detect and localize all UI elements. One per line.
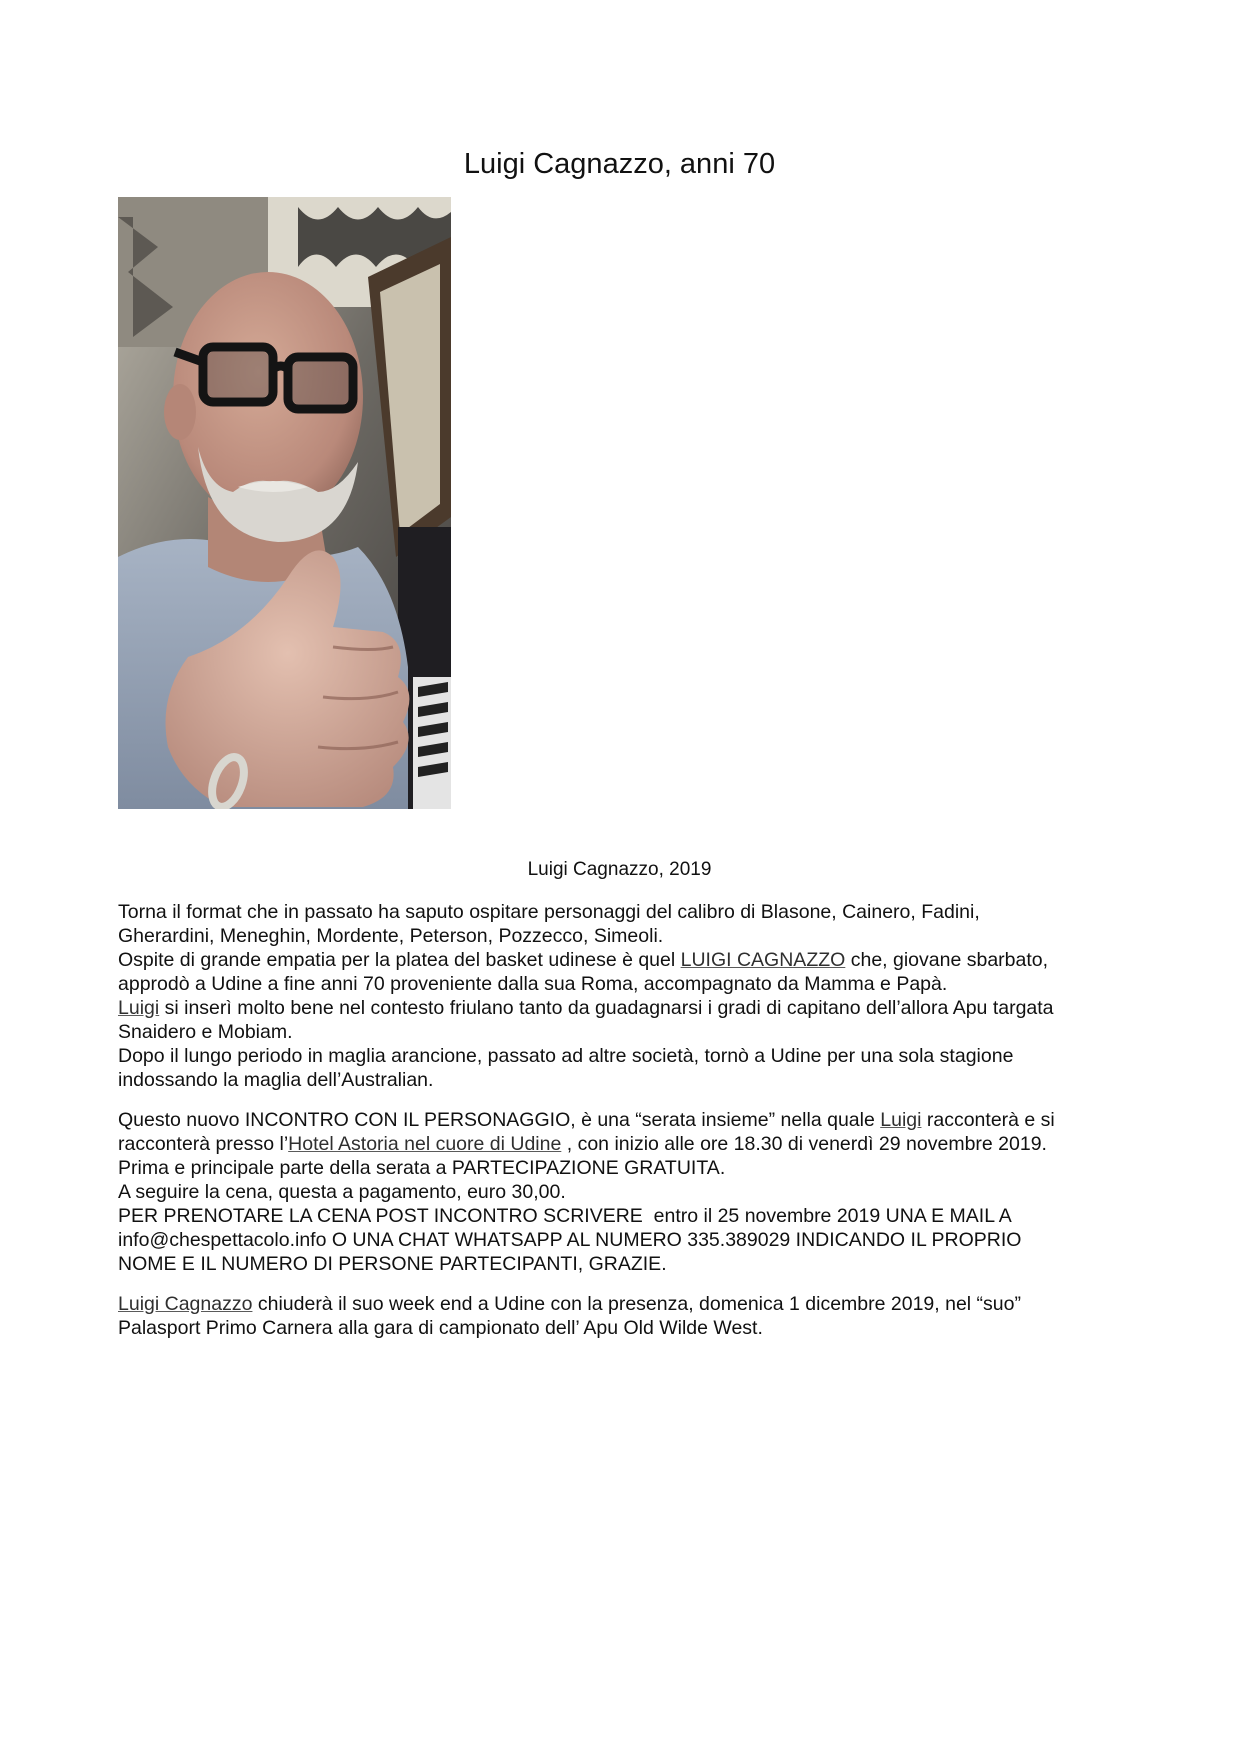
luigi-cagnazzo-link[interactable]: Luigi Cagnazzo [118,1293,253,1315]
text-line [118,948,1128,972]
text-line: Snaidero e Mobiam. [118,1021,293,1043]
text-segment: chiuderà il suo week end a Udine con la presenza, domenica 1 dicembre 2019, nel “suo” [252,1293,1021,1315]
text-line [118,1132,1128,1156]
portrait-photo [118,197,451,809]
text-line: indossando la maglia dell’Australian. [118,1069,434,1091]
text-line: info@chespettacolo.info O UNA CHAT WHATSAPP AL NUMERO 335.389029 INDICANDO IL PROPRIO [118,1229,1022,1251]
text-segment: racconterà presso l’ [118,1133,289,1155]
paragraph-event-details [118,1108,1128,1276]
text-segment: racconterà e si [921,1109,1055,1131]
text-line: NOME E IL NUMERO DI PERSONE PARTECIPANTI, GRAZIE. [118,1253,667,1275]
luigi-link[interactable]: Luigi [880,1109,922,1131]
text-line [118,996,1128,1020]
text-line [118,1292,1128,1316]
text-segment: , con inizio alle ore 18.30 di venerdì 29 novembre 2019. [561,1133,1047,1155]
paragraph-introduction [118,900,1128,1092]
luigi-cagnazzo-link[interactable]: LUIGI CAGNAZZO [680,949,846,971]
page-title: Luigi Cagnazzo, anni 70 [463,148,776,180]
paragraph-closing [118,1292,1128,1340]
text-segment: si inserì molto bene nel contesto friulano tanto da guadagnarsi i gradi di capitano dell’allora Apu targata [159,997,1054,1019]
text-line: Prima e principale parte della serata a PARTECIPAZIONE GRATUITA. [118,1157,726,1179]
text-line: Torna il format che in passato ha saputo ospitare personaggi del calibro di Blasone, Cainero, Fadini, [118,901,980,923]
text-line: Dopo il lungo periodo in maglia arancione, passato ad altre società, tornò a Udine per una sola stagione [118,1045,1014,1067]
hotel-astoria-link[interactable]: Hotel Astoria nel cuore di Udine [288,1133,562,1155]
text-line: PER PRENOTARE LA CENA POST INCONTRO SCRIVERE entro il 25 novembre 2019 UNA E MAIL A [118,1205,1012,1227]
luigi-link[interactable]: Luigi [118,997,160,1019]
text-line: A seguire la cena, questa a pagamento, euro 30,00. [118,1181,566,1203]
text-line: approdò a Udine a fine anni 70 proveniente dalla sua Roma, accompagnato da Mamma e Papà. [118,973,948,995]
text-segment: che, giovane sbarbato, [845,949,1049,971]
text-segment: Ospite di grande empatia per la platea del basket udinese è quel [118,949,681,971]
text-line [118,1108,1128,1132]
portrait-photo-illustration [118,197,451,809]
text-line: Gherardini, Meneghin, Mordente, Peterson, Pozzecco, Simeoli. [118,925,664,947]
text-segment: Questo nuovo INCONTRO CON IL PERSONAGGIO, è una “serata insieme” nella quale [118,1109,881,1131]
text-line: Palasport Primo Carnera alla gara di campionato dell’ Apu Old Wilde West. [118,1317,763,1339]
photo-caption: Luigi Cagnazzo, 2019 [527,859,712,880]
